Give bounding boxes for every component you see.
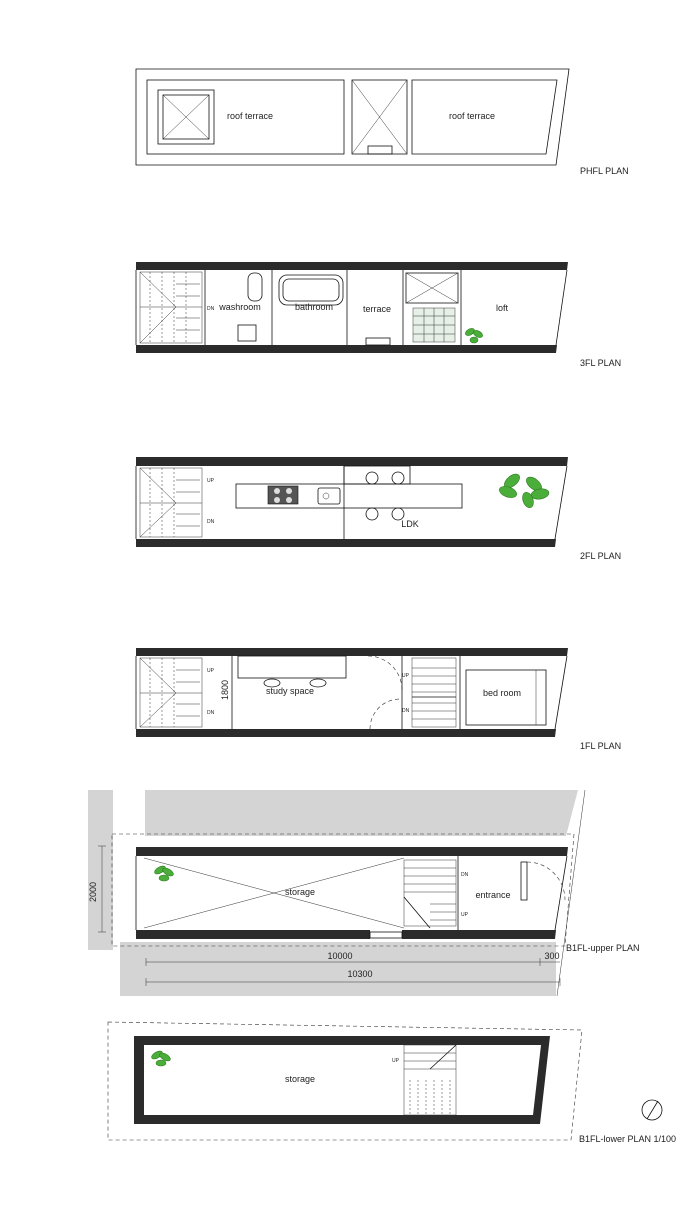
room-label: loft (495, 303, 509, 313)
plan-title: PHFL PLAN (580, 166, 629, 176)
wall-north (136, 847, 568, 856)
3fl-plan (136, 262, 621, 368)
room-label: storage (284, 1074, 316, 1084)
plant-icon (153, 864, 174, 881)
room-label: roof terrace (226, 111, 274, 121)
bathtub (279, 275, 343, 305)
stair-direction: DN (402, 708, 410, 714)
room-label: roof terrace (448, 111, 496, 121)
plan-title: B1FL-lower PLAN 1/100 (579, 1134, 677, 1144)
stair-direction: DN (461, 872, 469, 878)
wall-north (136, 648, 568, 656)
stair (404, 860, 469, 928)
stair (402, 658, 456, 727)
stair-direction: UP (392, 1058, 399, 1064)
plan-title: 3FL PLAN (580, 358, 622, 368)
b1fl-upper-plan (88, 790, 640, 996)
stair-direction: UP (402, 673, 409, 679)
neighbor-site-west (88, 790, 113, 950)
phfl-outline (136, 69, 569, 165)
cooktop (268, 486, 298, 504)
dimension-label: 10000 (327, 951, 353, 961)
room-label: bed room (482, 688, 522, 698)
room-label: study space (265, 686, 315, 696)
dimension-label: 10300 (347, 969, 373, 979)
dimension-label: 1800 (220, 679, 230, 701)
stair (140, 272, 215, 343)
room-label: bathroom (294, 302, 334, 312)
room-label: entrance (475, 890, 511, 900)
storage-floor (144, 1045, 541, 1115)
wall-south (136, 930, 370, 939)
room-label: washroom (219, 302, 261, 312)
room-label: terrace (362, 304, 392, 314)
wall-north (136, 262, 568, 270)
dimension-label: 2000 (88, 881, 98, 903)
stair-direction: DN (207, 306, 215, 312)
neighbor-site-north (145, 790, 578, 836)
north-arrow-icon (642, 1100, 662, 1120)
plan-title: 1FL PLAN (580, 741, 622, 751)
phfl-hatch (368, 146, 392, 154)
stair (140, 468, 215, 537)
entrance-door (521, 862, 527, 900)
stair-direction: UP (207, 668, 214, 674)
2fl-plan (136, 457, 621, 561)
stair (140, 658, 215, 727)
stair-direction: DN (207, 519, 215, 525)
toilet (248, 273, 262, 301)
plant-icon (464, 327, 484, 343)
wall-north (136, 457, 568, 466)
wall-south (136, 345, 557, 353)
room-label: LDK (401, 519, 419, 529)
plant-icon (498, 471, 550, 509)
phfl-plan (136, 69, 629, 176)
1fl-plan (136, 648, 621, 751)
desk (238, 656, 346, 678)
stair-direction: DN (207, 710, 215, 716)
wall-south (136, 729, 556, 737)
stair-direction: UP (207, 478, 214, 484)
b1fl-lower-plan (108, 1022, 676, 1144)
washbasin (238, 325, 256, 341)
wall-south (136, 539, 556, 547)
plan-title: 2FL PLAN (580, 551, 622, 561)
plan-title: B1FL-upper PLAN (566, 943, 640, 953)
stair-direction: UP (461, 912, 468, 918)
dimension-label: 300 (544, 951, 560, 961)
room-label: storage (284, 887, 316, 897)
door-swing (368, 656, 402, 690)
